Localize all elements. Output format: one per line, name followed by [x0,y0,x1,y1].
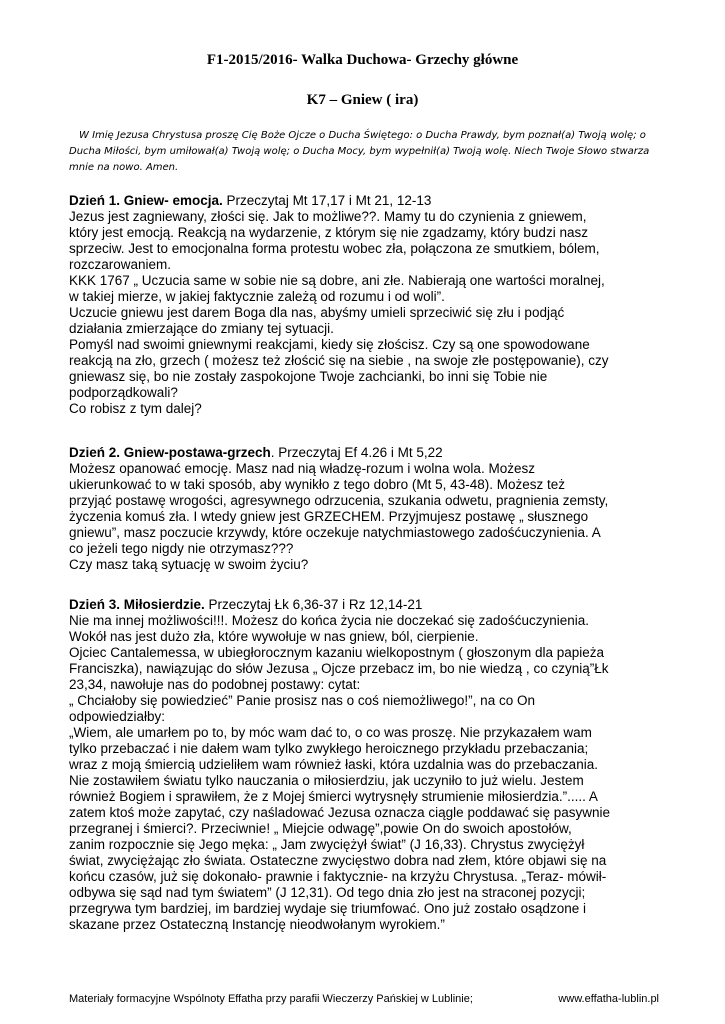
text-line: gniewu”, masz poczucie krzywdy, które oczekuje natychmiastowego zadośćuczynienia. A [69,525,601,540]
day-heading-line [69,597,669,613]
day-heading: Dzień 3. Miłosierdzie. [69,597,205,612]
day-reading: . Przeczytaj Ef 4.26 i Mt 5,22 [270,445,443,460]
text-line: rozczarowaniem. [69,257,172,272]
footer-text: Materiały formacyjne Wspólnoty Effatha przy parafii Wieczerzy Pańskiej w Lublinie; [69,993,473,1005]
day-body [69,461,669,573]
text-line: Nie zostawiłem światu tylko nauczania o miłosierdziu, jak uczyniło to już wielu. Jestem [69,773,584,788]
text-line: Pomyśl nad swoimi gniewnymi reakcjami, kiedy się złościsz. Czy są one spowodowane [69,337,590,352]
text-line: Czy masz taką sytuację w swoim życiu? [69,557,309,572]
day-reading: Przeczytaj Łk 6,36-37 i Rz 12,14-21 [204,597,423,612]
text-line: życzenia komuś zła. I wtedy gniew jest GRZECHEM. Przyjmujesz postawę „ słusznego [69,509,589,524]
text-line: odpowiedziałby: [69,709,166,724]
text-line: Jezus jest zagniewany, złości się. Jak to możliwe??. Mamy tu do czynienia z gniewem, [69,209,587,224]
document-subtitle: K7 – Gniew ( ira) [306,92,419,108]
text-line: Nie ma innej możliwości!!!. Możesz do końca życia nie doczekać się zadośćuczynienia. [69,613,589,628]
text-line: reakcją na zło, grzech ( możesz też złościć się na siebie , na swoje złe postępowanie), czy [69,353,609,368]
text-line: Ojciec Cantalemessa, w ubiegłorocznym kazaniu wielkopostnym ( głoszonym dla papieża [69,645,604,660]
footer-website-link[interactable]: www.effatha-lublin.pl [558,993,659,1005]
text-line: 23,34, nawołuje nas do podobnej postawy: cytat: [69,677,361,692]
text-line: Franciszka), nawiązując do słów Jezusa „ Ojcze przebacz im, bo nie wiedzą , co czynią”Łk [69,661,609,676]
text-line: zanim rozpocznie się Jego męka: „ Jam zwyciężył świat” (J 16,33). Chrystus zwyciężył [69,837,585,852]
text-line: „ Chciałoby się powiedzieć” Panie prosisz nas o coś niemożliwego!”, na co On [69,693,535,708]
text-line: sprzeciw. Jest to emocjonalna forma protestu wobec zła, połączona ze smutkiem, bólem, [69,241,600,256]
text-line: „Wiem, ale umarłem po to, by móc wam dać to, o co was proszę. Nie przykazałem wam [69,725,592,740]
text-line: również Bogiem i sprawiłem, że z Mojej śmierci wytrysnęły strumienie miłosierdzia.”..... A [69,789,598,804]
text-line: podporządkowali? [69,385,178,400]
text-line: końcu czasów, już się dokonało- prawnie i faktycznie- na krzyżu Chrystusa. „Teraz- mówił- [69,869,607,884]
page-footer [69,993,659,1005]
text-line: przegrywa tym bardziej, im bardziej wydaje się triumfować. Ono już zostało osądzone i [69,901,586,916]
day-heading: Dzień 1. Gniew- emocja. [69,193,223,208]
text-line: świat, zwyciężając zło świata. Ostateczne zwycięstwo dobra nad złem, które objawi się na [69,853,607,868]
text-line: Co robisz z tym dalej? [69,401,202,416]
day-body [69,613,669,933]
day-body [69,209,669,417]
day-reading: Przeczytaj Mt 17,17 i Mt 21, 12-13 [222,193,432,208]
text-line: Uczucie gniewu jest darem Boga dla nas, abyśmy umieli sprzeciwić się złu i podjąć [69,305,565,320]
text-line: działania zmierzające do zmiany tej sytuacji. [69,321,334,336]
text-line: ukierunkować to w taki sposób, aby wynikło z tego dobro (Mt 5, 43-48). Możesz też [69,477,565,492]
text-line: przegranej i śmierci?. Przeciwnie! „ Miejcie odwagę”,powie On do swoich apostołów, [69,821,572,836]
text-line: który jest emocją. Reakcją na wydarzenie, z którym się nie zgadzamy, który budzi nasz [69,225,588,240]
text-line: co jeżeli tego nigdy nie otrzymasz??? [69,541,294,556]
text-line: skazane przez Ostateczną Instancję nieodwołanym wyrokiem.” [69,917,445,932]
day-3-section [69,597,669,933]
text-line: tylko przebaczać i nie dałem wam tylko zwykłego heroicznego przykładu przebaczania; [69,741,589,756]
text-line: gniewasz się, bo nie zostały zaspokojone Twoje zachcianki, bo inni się Tobie nie [69,369,548,384]
day-1-section [69,193,669,417]
document-title: F1-2015/2016- Walka Duchowa- Grzechy główne [206,52,519,68]
day-heading-line [69,193,669,209]
day-heading-line [69,445,669,461]
day-heading: Dzień 2. Gniew-postawa-grzech [69,445,271,460]
text-line: KKK 1767 „ Uczucia same w sobie nie są dobre, ani złe. Nabierają one wartości moralnej, [69,273,605,288]
text-line: Wokół nas jest dużo zła, które wywołuje w nas gniew, ból, cierpienie. [69,629,479,644]
text-line: wraz z moją śmiercią udzieliłem wam również łaski, która uzdalnia was do przebaczania. [69,757,598,772]
text-line: przyjąć postawę wrogości, agresywnego odrzucenia, szukania odwetu, pragnienia zemsty, [69,493,609,508]
text-line: odbywa się sąd nad tym światem” (J 12,31). Od tego dnia zło jest na straconej pozycji; [69,885,586,900]
day-2-section [69,445,669,573]
text-line: zatem ktoś może zapytać, czy naśladować Jezusa oznacza ciągle poddawać się pasywnie [69,805,611,820]
text-line: Możesz opanować emocję. Masz nad nią władzę-rozum i wolna wola. Możesz [69,461,535,476]
text-line: w takiej mierze, w jakiej faktycznie zależą od rozumu i od woli”. [69,289,445,304]
opening-prayer: W Imię Jezusa Chrystusa proszę Cię Boże Ojcze o Ducha Świętego: o Ducha Prawdy, bym poznał(a) Twoją wolę; o Ducha Miłości, bym umiłował(a) Twoją wolę; o Ducha Mocy, bym wypełnił(a) Twoją wolę. Niech Twoje Słowo stwarza mnie na nowo. Amen. [69,130,650,173]
